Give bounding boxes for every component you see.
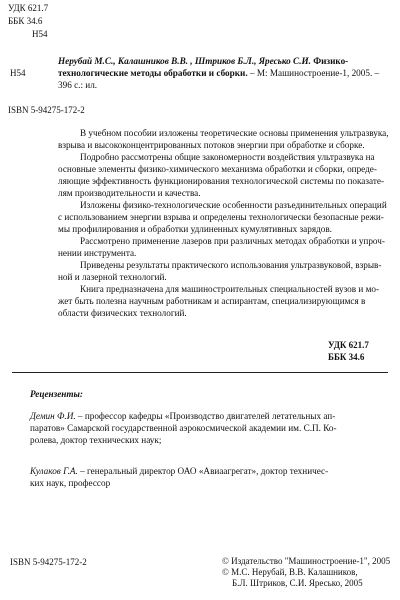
isbn-bottom: ISBN 5-94275-172-2 [10, 557, 87, 567]
bib-line-2 [58, 67, 379, 79]
udk-code: УДК 621.7 [8, 3, 49, 13]
reviewers-heading: Рецензенты: [30, 389, 83, 399]
bib-title-end: технологические методы обработки и сборки. [58, 68, 248, 78]
isbn-top: ISBN 5-94275-172-2 [8, 105, 85, 115]
reviewer-1-text: паратов» Самарской государственной аэрокосмической академии им. С.П. Ко- [30, 423, 337, 433]
reviewer-1-text: ролева, доктор технических наук; [30, 435, 162, 445]
reviewer-1 [30, 410, 390, 446]
copyright-line: © М.С. Нерубай, В.В. Калашников, [222, 567, 358, 577]
annotation-line: лям производительности и качества. [58, 188, 201, 198]
bib-author-mark: Н54 [10, 68, 26, 78]
author-mark: Н54 [32, 29, 48, 39]
bbk-code: ББК 34.6 [8, 16, 43, 26]
annotation-line: Подробно рассмотрены общие закономерности воздействия ультразвука на [80, 152, 375, 162]
reviewer-1-text: – профессор кафедры «Производство двигателей летательных ап- [77, 411, 336, 421]
copyright-block [222, 556, 394, 589]
reviewer-2-text: ких наук, профессор [30, 478, 111, 488]
bib-publisher: – М: Машиностроение-1, 2005. – [249, 68, 380, 78]
annotation-line: Приведены результаты практического использования ультразвуковой, взрыв- [80, 260, 382, 270]
annotation [58, 127, 390, 319]
bib-pages: 396 с.: ил. [58, 80, 98, 90]
annotation-line: В учебном пособии изложены теоретические основы применения ультразвука, [80, 128, 389, 138]
annotation-line: мы профилирования и обработки удлиненных кумулятивных зарядов. [58, 224, 332, 234]
annotation-line: с использованием энергии взрыва и определены технологически безопасные режи- [58, 212, 384, 222]
annotation-line: жет быть полезна научным работникам и аспирантам, специализирующимся в [58, 296, 366, 306]
bib-line-1 [58, 55, 348, 67]
copyright-line: © Издательство "Машиностроение-1", 2005 [222, 556, 391, 566]
bib-authors-text: Нерубай М.С., Калашников В.В. , Штриков Б.Л., Яресько С.И. [58, 56, 311, 66]
annotation-line: области физических технологий. [58, 308, 187, 318]
annotation-line: Рассмотрено применение лазеров при различных методах обработки и упроч- [80, 236, 385, 246]
annotation-line: ляющие эффективность функционирования технологической системы по показате- [58, 176, 385, 186]
annotation-line: Книга предназначена для машиностроительных специальностей вузов и мо- [80, 284, 380, 294]
bbk-code-right: ББК 34.6 [328, 352, 365, 362]
annotation-line: основные элементы физико-химического механизма обработки и сборки, опреде- [58, 164, 377, 174]
copyright-line: Б.Л. Штриков, С.И. Яресько, 2005 [232, 578, 363, 588]
annotation-line: взрыва и высококонцентрированных потоков энергии при обработке и сборке. [58, 140, 365, 150]
annotation-line: Изложены физико-технологические особенности разъединительных операций [80, 200, 387, 210]
reviewer-2-text: – генеральный директор ОАО «Авиаагрегат», доктор техничес- [80, 466, 329, 476]
reviewer-1-name: Демин Ф.И. [30, 411, 76, 421]
bib-title-start: Физико- [313, 56, 349, 66]
annotation-line: нении инструмента. [58, 248, 137, 258]
annotation-line: ной и лазерной технологий. [58, 272, 167, 282]
reviewer-2 [30, 465, 390, 489]
divider [12, 372, 388, 373]
reviewer-2-name: Кулаков Г.А. [30, 466, 78, 476]
udk-code-right: УДК 621.7 [328, 340, 369, 350]
